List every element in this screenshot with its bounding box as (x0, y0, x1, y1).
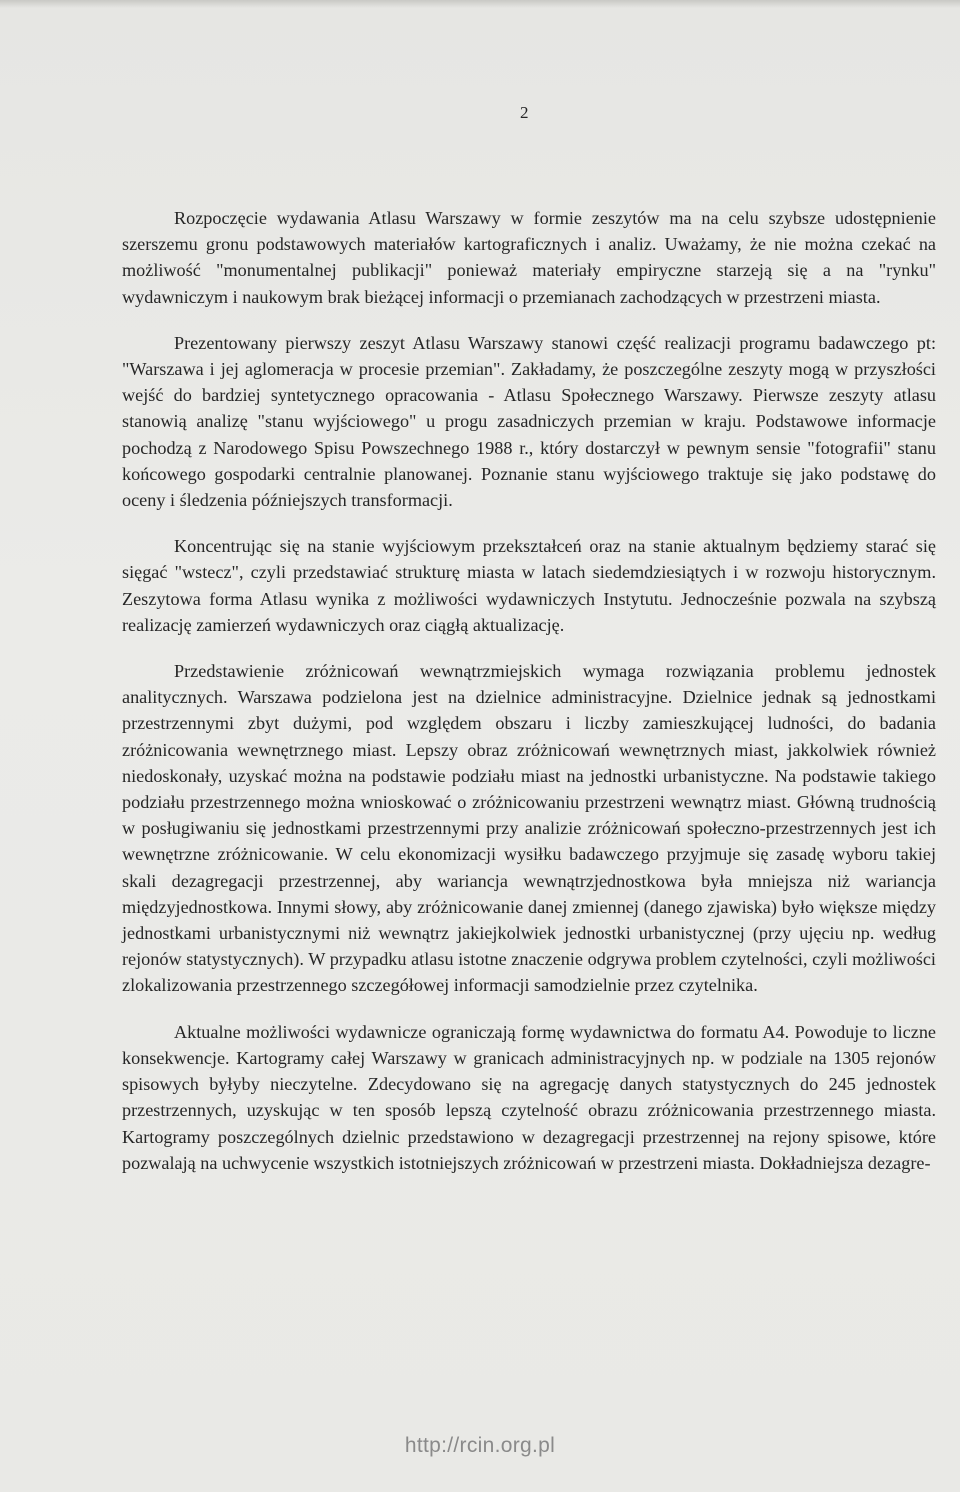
paragraph-gap (122, 638, 936, 658)
footer-source-url: http://rcin.org.pl (404, 1434, 556, 1457)
scan-edge-shadow (0, 0, 960, 8)
page-number: 2 (520, 103, 529, 122)
paragraph-gap (122, 999, 936, 1019)
paragraph-gap (122, 310, 936, 330)
paragraph-first-issue: Prezentowany pierwszy zeszyt Atlasu Warszawy stanowi część realizacji programu badawczego pt: "Warszawa i jej aglomeracja w procesie przemian". Zakładamy, że poszczególne zeszyty mogą w przyszłości wejść do bardziej syntetycznego opracowania - Atlasu Społecznego Warszawy. Pierwsze zeszyty atlasu stanowią analizę "stanu wyjściowego" u progu zasadniczych przemian w kraju. Podstawowe informacje pochodzą z Narodowego Spisu Powszechnego 1988 r., który dostarczył w pewnym sensie "fotografii" stanu końcowego gospodarki centralnie planowanej. Poznanie stanu wyjściowego traktuje się jako podstawę do oceny i śledzenia późniejszych transformacji. (122, 332, 936, 511)
paragraph-publishing-format: Aktualne możliwości wydawnicze ograniczają formę wydawnictwa do formatu A4. Powoduje to liczne konsekwencje. Kartogramy całej Warszawy w granicach administracyjnych np. w podziale na 1305 rejonów spisowych byłyby nieczytelne. Zdecydowano się na agregację danych statystycznych do 245 jednostek przestrzennych, uzyskując w ten sposób lepszą czytelność obrazu zróżnicowania przestrzennego miasta. Kartogramy poszczególnych dzielnic przedstawiono w dezagregacji przestrzennej na rejony spisowe, które pozwalają na uchwycenie wszystkich istotniejszych zróżnicowań w przestrzeni miasta. Dokładniejsza dezagre- (122, 1021, 936, 1173)
body-text (122, 205, 936, 1176)
paragraph-initial-state: Koncentrując się na stanie wyjściowym przekształceń oraz na stanie aktualnym będziemy starać się sięgać "wstecz", czyli przedstawiać strukturę miasta w latach siedemdziesiątych i w rozwoju historycznym. Zeszytowa forma Atlasu wynika z możliwości wydawniczych Instytutu. Jednocześnie pozwala na szybszą realizację zamierzeń wydawniczych oraz ciągłą aktualizację. (122, 536, 936, 635)
paragraph-intro: Rozpoczęcie wydawania Atlasu Warszawy w formie zeszytów ma na celu szybsze udostępnienie szerszemu gronu podstawowych materiałów kartograficznych i analiz. Uważamy, że nie można czekać na możliwość "monumentalnej publikacji" ponieważ materiały empiryczne starzeją się a na "rynku" wydawniczym i naukowym brak bieżącej informacji o przemianach zachodzących w przestrzeni miasta. (122, 208, 936, 307)
paragraph-gap (122, 513, 936, 533)
paragraph-analytic-units: Przedstawienie zróżnicowań wewnątrzmiejskich wymaga rozwiązania problemu jednostek analitycznych. Warszawa podzielona jest na dzielnice administracyjne. Dzielnice jednak są jednostkami przestrzennymi zbyt dużymi, pod względem obszaru i liczby zamieszkującej ludności, do badania zróżnicowania wewnętrznego miast. Lepszy obraz zróżnicowań wewnętrznych miast, jakkolwiek również niedoskonały, uzyskać można na podstawie podziału miast na jednostki urbanistyczne. Na podstawie takiego podziału przestrzennego można wnioskować o zróżnicowaniu przestrzeni wewnątrz miast. Główną trudnością w posługiwaniu się jednostkami przestrzennymi przy analizie zróżnicowań społeczno-przestrzennych jest ich wewnętrzne zróżnicowanie. W celu ekonomizacji wysiłku badawczego przyjmuje się zasadę wyboru takiej skali dezagregacji przestrzennej, aby wariancja wewnątrzjednostkowa była mniejsza niż wariancja międzyjednostkowa. Innymi słowy, aby zróżnicowanie danej zmiennej (danego zjawiska) było większe między jednostkami urbanistycznymi niż wewnątrz jakiejkolwiek jednostki urbanistycznej (przy ujęciu np. według rejonów statystycznych). W przypadku atlasu istotne znaczenie odgrywa problem czytelności, czyli możliwości zlokalizowania przestrzennego szczegółowej informacji samodzielnie przez czytelnika. (122, 661, 936, 996)
